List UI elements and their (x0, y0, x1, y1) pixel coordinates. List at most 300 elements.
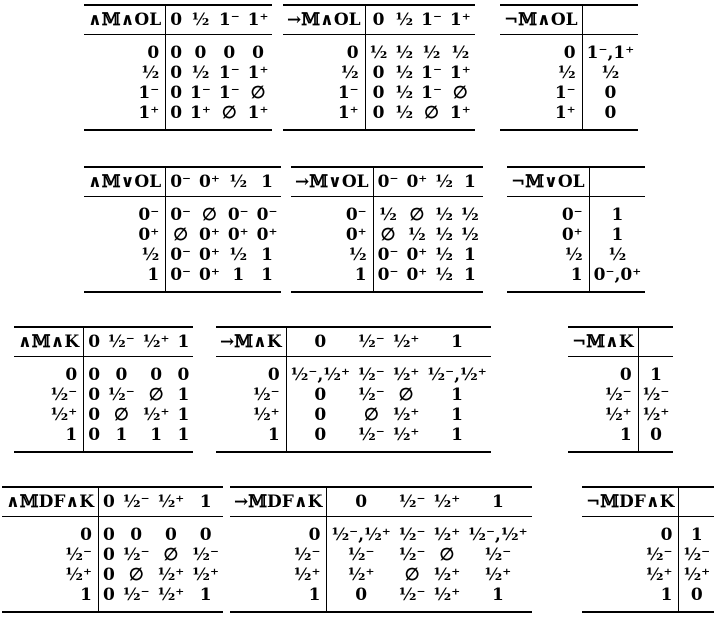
row-header: 1⁻ (500, 83, 582, 103)
table-cell: ½ (435, 265, 453, 285)
row-header: 1⁻ (283, 83, 365, 103)
table-cell: ½ (369, 43, 388, 63)
table-cell: 0 (252, 43, 264, 63)
table-operator-label: ¬𝕄∧K (568, 327, 638, 357)
table-cell: 0⁺ (256, 225, 278, 245)
row-header: ½⁺ (582, 565, 679, 585)
table-row (582, 585, 714, 612)
truth-table-imp-vol (291, 166, 483, 293)
column-header: ½ (224, 167, 253, 197)
truth-table-neg-vol (507, 166, 645, 293)
table-row (291, 225, 483, 245)
row-header: ½ (507, 245, 589, 265)
table-cell: ½ (379, 205, 397, 225)
column-header: ½⁺ (430, 487, 465, 517)
table-row (582, 565, 714, 585)
table-cell: ½⁻,½⁺ (290, 365, 350, 385)
table-cell: 1 (177, 405, 190, 425)
column-header: 0⁺ (195, 167, 224, 197)
table-cell: ½⁺ (433, 585, 461, 605)
row-header: 0 (84, 35, 166, 64)
truth-table-imp-ol (283, 4, 475, 131)
row-header: 1 (84, 265, 166, 292)
table-row (216, 385, 491, 405)
column-header: 1⁻ (215, 5, 244, 35)
table-row (507, 265, 645, 292)
table-row (84, 225, 281, 245)
table-cell: 1 (463, 245, 476, 265)
table-row (500, 83, 638, 103)
table-cell: 0⁻,0⁺ (593, 265, 642, 285)
table-cell: 1 (611, 205, 624, 225)
column-header: 1 (173, 327, 193, 357)
table-cell: ½⁻ (398, 525, 426, 545)
row-header: 0⁻ (84, 197, 166, 226)
table-cell: 0 (650, 425, 662, 445)
column-header: 1⁺ (244, 5, 273, 35)
column-header: 1 (188, 487, 223, 517)
table-cell: ½⁺ (157, 585, 185, 605)
table-cell: 1 (690, 525, 703, 545)
table-operator-label: ∧𝕄∧OL (84, 5, 166, 35)
table-cell: ½ (422, 43, 441, 63)
table-row (14, 357, 193, 386)
table-operator-label: →𝕄∨OL (291, 167, 373, 197)
table-cell: 0 (165, 525, 177, 545)
table-cell: ½⁻,½⁺ (331, 525, 391, 545)
row-header: 1⁺ (500, 103, 582, 130)
table-cell: 0 (372, 83, 385, 103)
row-header: 0 (582, 517, 679, 546)
table-operator-label: →𝕄∧K (216, 327, 286, 357)
table-row (230, 585, 532, 612)
row-header: 0 (283, 35, 365, 64)
table-cell: 0 (177, 365, 190, 385)
table-operator-label: ¬𝕄∧OL (500, 5, 582, 35)
table-operator-label: →𝕄DF∧K (230, 487, 327, 517)
table-cell: ½⁻ (122, 545, 150, 565)
table-row (2, 545, 223, 565)
table-cell: ½⁺ (683, 565, 711, 585)
table-cell: 0 (170, 103, 183, 123)
table-cell: ½ (395, 63, 414, 83)
column-header: 1⁺ (446, 5, 475, 35)
table-cell: ½⁻ (683, 545, 711, 565)
row-header: ½⁻ (582, 545, 679, 565)
table-cell: ½⁻ (484, 545, 512, 565)
table-cell: 1⁻ (421, 83, 442, 103)
table-cell: 0 (223, 43, 236, 63)
truth-table-and-vol (84, 166, 281, 293)
column-header: 0⁻ (373, 167, 402, 197)
column-header-empty (589, 167, 645, 197)
table-cell: ½⁺ (142, 405, 170, 425)
table-operator-label: →𝕄∧OL (283, 5, 365, 35)
table-operator-label: ∧𝕄DF∧K (2, 487, 99, 517)
table-cell: ½⁻ (398, 545, 426, 565)
truth-table-neg-kdf (582, 486, 714, 613)
row-header: 1 (507, 265, 589, 292)
table-cell: ½⁺ (433, 565, 461, 585)
table-cell: ½⁺ (642, 405, 670, 425)
table-cell: ½⁻ (122, 585, 150, 605)
table-row (291, 197, 483, 226)
table-cell: ½ (229, 245, 248, 265)
table-cell: 0 (130, 525, 143, 545)
column-header: ½⁻ (119, 487, 154, 517)
table-cell: 0⁺ (199, 225, 220, 245)
row-header: ½ (84, 245, 166, 265)
table-cell: 0 (372, 63, 385, 83)
table-cell: 0⁻ (170, 245, 192, 265)
table-cell: 1 (611, 225, 624, 245)
row-header: 1⁺ (283, 103, 365, 130)
table-cell: ½ (601, 63, 620, 83)
table-row (500, 35, 638, 64)
row-header: 1⁻ (84, 83, 166, 103)
table-row (230, 565, 532, 585)
table-cell: 1 (463, 265, 476, 285)
table-cell: ½⁺ (392, 365, 420, 385)
table-cell: 0 (103, 565, 115, 585)
table-row (283, 63, 475, 83)
table-row (568, 405, 673, 425)
table-cell: ∅ (363, 405, 379, 425)
table-cell: 0 (88, 405, 101, 425)
table-cell: 0⁻ (170, 205, 192, 225)
table-cell: ∅ (128, 565, 144, 585)
column-header-empty (679, 487, 714, 517)
column-header: 0 (286, 327, 354, 357)
truth-table-neg-ol (500, 4, 638, 131)
table-cell: 1⁻,1⁺ (586, 43, 635, 63)
row-header: ½⁺ (14, 405, 84, 425)
table-cell: 1 (451, 405, 463, 425)
column-header: 0 (365, 5, 391, 35)
row-header: 0 (14, 357, 84, 386)
table-cell: ∅ (114, 405, 129, 425)
table-cell: ∅ (452, 83, 468, 103)
table-cell: ½⁻ (357, 385, 385, 405)
table-row (500, 103, 638, 130)
table-cell: 0 (115, 365, 128, 385)
table-cell: ½⁺ (392, 405, 420, 425)
table-cell: 0 (88, 365, 101, 385)
table-cell: ½ (395, 83, 414, 103)
truth-table-neg-k (568, 326, 673, 453)
table-cell: 1 (115, 425, 128, 445)
table-cell: ½⁻ (347, 545, 375, 565)
table-cell: ∅ (398, 385, 414, 405)
row-header: 0 (568, 357, 638, 386)
table-cell: 0 (314, 385, 327, 405)
table-cell: 0 (604, 103, 617, 123)
table-cell: ½⁺ (157, 565, 185, 585)
table-cell: ½ (191, 63, 210, 83)
table-operator-label: ∧𝕄∧K (14, 327, 84, 357)
row-header: 1 (582, 585, 679, 612)
column-header: ½⁺ (139, 327, 174, 357)
row-header: 1 (14, 425, 84, 452)
table-cell: ½ (435, 225, 453, 245)
table-cell: 0⁺ (406, 245, 428, 265)
table-cell: 0 (103, 585, 115, 605)
table-cell: 0⁻ (377, 265, 399, 285)
truth-table-imp-kdf (230, 486, 532, 613)
table-cell: 0 (690, 585, 703, 605)
row-header: ½ (84, 63, 166, 83)
table-cell: 0 (170, 63, 183, 83)
table-cell: 1 (232, 265, 245, 285)
table-cell: 1 (451, 385, 463, 405)
table-row (84, 197, 281, 226)
column-header: ½⁺ (389, 327, 424, 357)
row-header: 1 (216, 425, 286, 452)
table-cell: ½⁺ (347, 565, 375, 585)
table-cell: ½⁻,½⁺ (427, 365, 487, 385)
table-cell: ½⁻ (398, 585, 426, 605)
table-cell: ∅ (148, 385, 164, 405)
row-header: ½⁻ (216, 385, 286, 405)
row-header: ½⁻ (2, 545, 99, 565)
row-header: 0 (500, 35, 582, 64)
table-cell: ∅ (250, 83, 266, 103)
table-cell: 0 (170, 83, 183, 103)
column-header: 1 (423, 327, 490, 357)
row-header: 0⁻ (507, 197, 589, 226)
table-cell: ∅ (221, 103, 237, 123)
table-cell: 0 (314, 405, 327, 425)
table-cell: 1⁻ (218, 83, 240, 103)
table-cell: 1⁻ (218, 63, 240, 83)
column-header: ½⁺ (154, 487, 189, 517)
column-header: 1 (457, 167, 483, 197)
row-header: 1 (2, 585, 99, 612)
table-cell: ∅ (409, 205, 425, 225)
table-operator-label: ∧𝕄∨OL (84, 167, 166, 197)
row-header: ½⁺ (216, 405, 286, 425)
column-header: 1⁻ (417, 5, 446, 35)
row-header: 0 (2, 517, 99, 546)
truth-table-and-k (14, 326, 193, 453)
table-cell: 0 (150, 365, 163, 385)
table-cell: 0 (88, 425, 101, 445)
table-cell: 0 (103, 525, 115, 545)
row-header: 1 (568, 425, 638, 452)
table-cell: 0 (103, 545, 115, 565)
column-header: ½ (186, 5, 215, 35)
table-row (568, 385, 673, 405)
table-cell: ½⁺ (484, 565, 512, 585)
table-cell: ∅ (202, 205, 217, 225)
table-cell: 0⁻ (377, 245, 399, 265)
column-header: 0⁺ (402, 167, 431, 197)
row-header: 0⁺ (507, 225, 589, 245)
row-header: ½⁻ (568, 385, 638, 405)
table-cell: 1 (491, 585, 504, 605)
table-cell: 0 (604, 83, 617, 103)
table-row (568, 425, 673, 452)
table-cell: 0⁺ (406, 265, 428, 285)
row-header: ½⁺ (2, 565, 99, 585)
table-cell: ½⁻ (357, 365, 385, 385)
table-cell: ∅ (439, 545, 455, 565)
table-cell: ½⁻ (642, 385, 670, 405)
truth-table-and-ol (84, 4, 272, 131)
table-operator-label: ¬𝕄DF∧K (582, 487, 679, 517)
column-header: 0 (327, 487, 395, 517)
table-row (291, 265, 483, 292)
table-cell: ½ (395, 103, 414, 123)
table-row (291, 245, 483, 265)
table-cell: ½⁺ (392, 425, 420, 445)
table-row (283, 103, 475, 130)
table-row (84, 35, 272, 64)
table-row (582, 517, 714, 546)
table-cell: 1⁺ (449, 63, 471, 83)
table-cell: ∅ (404, 565, 420, 585)
table-row (507, 197, 645, 226)
column-header: 0 (166, 5, 186, 35)
table-cell: ½⁻ (357, 425, 385, 445)
table-cell: 0⁻ (170, 265, 192, 285)
table-cell: 0⁻ (256, 205, 278, 225)
table-cell: 0⁺ (227, 225, 249, 245)
table-cell: ½ (395, 43, 414, 63)
table-cell: 1 (451, 425, 463, 445)
table-cell: 1⁻ (421, 63, 442, 83)
table-cell: ∅ (173, 225, 189, 245)
table-cell: 1 (199, 585, 212, 605)
table-row (283, 35, 475, 64)
table-cell: 0 (170, 43, 183, 63)
table-cell: ½ (435, 245, 453, 265)
table-row (216, 425, 491, 452)
table-cell: ½ (435, 205, 453, 225)
table-cell: 1⁺ (247, 63, 269, 83)
table-cell: 0 (88, 385, 101, 405)
table-row (2, 565, 223, 585)
table-cell: 0⁺ (199, 265, 220, 285)
table-row (84, 83, 272, 103)
column-header: 1 (253, 167, 282, 197)
table-cell: ½ (407, 225, 426, 245)
table-row (14, 425, 193, 452)
table-cell: 1 (150, 425, 163, 445)
column-header: 0⁻ (166, 167, 195, 197)
table-cell: ∅ (163, 545, 179, 565)
row-header: ½⁺ (568, 405, 638, 425)
column-header: 0 (99, 487, 119, 517)
row-header: 0 (230, 517, 327, 546)
column-header-empty (638, 327, 673, 357)
table-cell: 1 (261, 265, 273, 285)
column-header: 1 (464, 487, 531, 517)
table-row (568, 357, 673, 386)
table-row (84, 63, 272, 83)
table-cell: 0 (314, 425, 327, 445)
table-cell: 1⁻ (190, 83, 211, 103)
row-header: ½ (291, 245, 373, 265)
truth-table-imp-k (216, 326, 491, 453)
table-cell: 1⁺ (247, 103, 269, 123)
column-header-empty (582, 5, 638, 35)
row-header: 1⁺ (84, 103, 166, 130)
table-cell: ½⁻ (192, 545, 220, 565)
row-header: ½ (500, 63, 582, 83)
table-cell: 1 (177, 385, 190, 405)
table-row (2, 517, 223, 546)
table-row (14, 405, 193, 425)
column-header: ½ (391, 5, 417, 35)
truth-table-and-kdf (2, 486, 223, 613)
table-row (507, 245, 645, 265)
column-header: ½⁻ (354, 327, 389, 357)
table-cell: ∅ (380, 225, 396, 245)
table-cell: ½ (461, 205, 479, 225)
table-cell: 0 (355, 585, 368, 605)
row-header: 1 (291, 265, 373, 292)
table-cell: ½⁻,½⁺ (468, 525, 528, 545)
table-row (582, 545, 714, 565)
table-row (230, 517, 532, 546)
table-row (84, 245, 281, 265)
row-header: 0⁻ (291, 197, 373, 226)
table-cell: ∅ (424, 103, 439, 123)
table-row (216, 357, 491, 386)
column-header: ½ (431, 167, 457, 197)
column-header: ½⁻ (395, 487, 430, 517)
column-header: ½⁻ (104, 327, 139, 357)
table-cell: 0 (199, 525, 212, 545)
table-cell: 1 (650, 365, 662, 385)
table-row (84, 265, 281, 292)
table-cell: ½ (608, 245, 627, 265)
table-cell: ½ (451, 43, 470, 63)
table-cell: ½⁻ (108, 385, 135, 405)
table-cell: 1⁺ (449, 103, 471, 123)
table-row (84, 103, 272, 130)
table-row (283, 83, 475, 103)
table-row (2, 585, 223, 612)
row-header: 0⁺ (84, 225, 166, 245)
row-header: 0 (216, 357, 286, 386)
table-row (216, 405, 491, 425)
row-header: 0⁺ (291, 225, 373, 245)
table-cell: 0⁺ (199, 245, 220, 265)
row-header: ½⁻ (14, 385, 84, 405)
table-cell: 0 (372, 103, 385, 123)
table-cell: ½ (461, 225, 479, 245)
table-row (230, 545, 532, 565)
table-cell: 0 (194, 43, 207, 63)
row-header: ½⁺ (230, 565, 327, 585)
table-row (507, 225, 645, 245)
table-operator-label: ¬𝕄∨OL (507, 167, 589, 197)
row-header: 1 (230, 585, 327, 612)
table-cell: 1 (177, 425, 190, 445)
table-cell: 1 (261, 245, 273, 265)
table-cell: 0⁻ (227, 205, 249, 225)
table-row (500, 63, 638, 83)
table-cell: ½⁺ (192, 565, 220, 585)
table-row (14, 385, 193, 405)
column-header: 0 (84, 327, 104, 357)
table-cell: 1⁺ (190, 103, 211, 123)
table-cell: ½⁺ (433, 525, 461, 545)
row-header: ½⁻ (230, 545, 327, 565)
row-header: ½ (283, 63, 365, 83)
